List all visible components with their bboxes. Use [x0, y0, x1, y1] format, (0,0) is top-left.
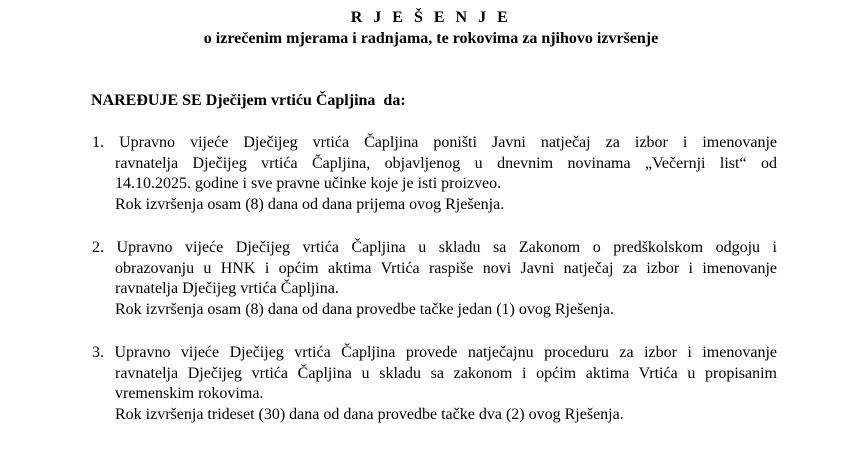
item-deadline: Rok izvršenja trideset (30) dana od dana provedbe tačke dva (2) ovog Rješenja.	[115, 405, 624, 423]
order-item-3	[92, 343, 777, 425]
order-item-1	[92, 133, 777, 215]
order-intro: NAREĐUJE SE Dječijem vrtiću Čapljina da:	[91, 92, 406, 109]
item-deadline: Rok izvršenja osam (8) dana od dana prijema ovog Rješenja.	[115, 195, 505, 213]
document-title: R J E Š E N J E	[350, 9, 512, 26]
item-line: 2. Upravno vijeće Dječijeg vrtića Čapljina u skladu sa Zakonom o predškolskom odgoju i	[92, 239, 777, 256]
item-line: vremenskim rokovima.	[115, 385, 264, 402]
item-line: obrazovanju u HNK i općim aktima Vrtića raspiše novi Javni natječaj za izbor i imenovanje	[115, 259, 777, 277]
item-line: 3. Upravno vijeće Dječijeg vrtića Čapljina provede natječajnu proceduru za izbor i imenovanje	[92, 344, 777, 361]
document-subtitle: o izrečenim mjerama i radnjama, te rokovima za njihovo izvršenje	[203, 30, 659, 47]
item-line: 14.10.2025. godine i sve pravne učinke koje je isti proizveo.	[115, 175, 502, 192]
item-deadline: Rok izvršenja osam (8) dana od dana provedbe tačke jedan (1) ovog Rješenja.	[115, 300, 614, 318]
item-line: ravnatelja Dječijeg vrtića Čapljina u skladu sa zakonom i općim aktima Vrtića u propisanim	[115, 364, 777, 382]
item-line: 1. Upravno vijeće Dječijeg vrtića Čapljina poništi Javni natječaj za izbor i imenovanje	[92, 134, 777, 151]
item-line: ravnatelja Dječijeg vrtića Čapljina, objavljenog u dnevnim novinama „Večernji list“ od	[115, 154, 777, 172]
order-item-2	[92, 238, 777, 320]
item-line: ravnatelja Dječijeg vrtića Čapljina.	[115, 280, 339, 297]
